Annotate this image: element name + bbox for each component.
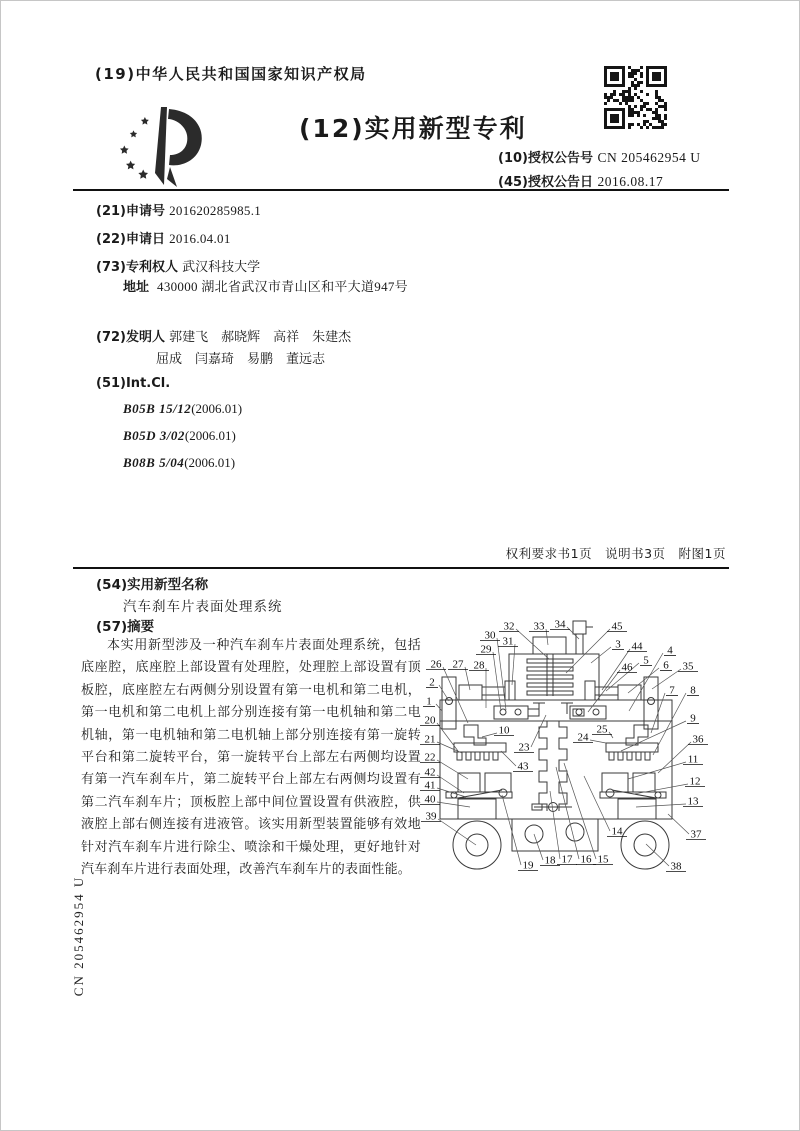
int-cl-version: (2006.01) <box>191 401 243 416</box>
figure-label-46: 46 <box>621 661 633 674</box>
leader-line <box>437 775 464 793</box>
publication-date-label: (45)授权公告日 <box>498 175 593 190</box>
patentee-value: 武汉科技大学 <box>182 260 261 275</box>
figure-label-33: 33 <box>533 620 545 633</box>
figure-callout-labels <box>420 619 708 873</box>
application-number <box>96 200 261 219</box>
figure-label-5: 5 <box>643 654 649 667</box>
figure-label-6: 6 <box>663 659 669 672</box>
figure-label-17: 17 <box>561 853 573 866</box>
side-publication-code: CN 205462954 U <box>71 875 86 997</box>
leader-line <box>628 762 686 779</box>
leader-line <box>636 804 686 807</box>
figure-label-9: 9 <box>690 712 696 725</box>
leader-line <box>609 732 613 738</box>
application-date-value: 2016.04.01 <box>169 231 231 246</box>
sipo-logo <box>109 103 217 191</box>
patentee-address <box>123 276 413 298</box>
invention-title: 汽车刹车片表面处理系统 <box>123 599 283 615</box>
int-cl-version: (2006.01) <box>184 455 236 470</box>
patentee <box>96 256 260 275</box>
figure-label-42: 42 <box>424 766 436 779</box>
figure-label-3: 3 <box>615 638 621 651</box>
figure-label-26: 26 <box>430 658 442 671</box>
inventors <box>96 326 351 345</box>
title-section-label: (54)实用新型名称 <box>96 577 209 593</box>
figure-label-22: 22 <box>424 751 436 764</box>
figure-label-10: 10 <box>498 724 510 737</box>
issuing-office: (19)中华人民共和国国家知识产权局 <box>95 65 367 83</box>
figure-label-36: 36 <box>692 733 704 746</box>
figure-label-45: 45 <box>611 620 623 633</box>
int-cl-version: (2006.01) <box>184 428 236 443</box>
leader-line <box>668 814 689 834</box>
figure-label-40: 40 <box>424 793 436 806</box>
figure-label-27: 27 <box>452 658 464 671</box>
figure-label-4: 4 <box>667 644 673 657</box>
leader-line <box>437 742 462 753</box>
figure-label-11: 11 <box>687 753 699 766</box>
leader-line <box>437 760 468 779</box>
leader-line <box>502 795 521 865</box>
inventors-line2: 屈成 闫嘉琦 易鹏 董远志 <box>156 352 326 367</box>
figure-label-39: 39 <box>425 810 437 823</box>
publication-number <box>498 147 701 166</box>
publication-date <box>498 171 663 190</box>
figure-label-20: 20 <box>424 714 436 727</box>
int-cl-list <box>123 401 242 482</box>
figure-label-14: 14 <box>611 825 623 838</box>
figure-label-19: 19 <box>522 859 534 872</box>
figure-label-35: 35 <box>682 660 694 673</box>
leader-line <box>501 751 516 766</box>
int-cl-code: B05B 15/12 <box>123 401 192 416</box>
figure-label-37: 37 <box>690 828 702 841</box>
figure-label-8: 8 <box>690 684 696 697</box>
application-date <box>96 228 231 247</box>
address-value: 430000 湖北省武汉市青山区和平大道947号 <box>157 279 408 294</box>
abstract-text: 本实用新型涉及一种汽车刹车片表面处理系统，包括底座腔，底座腔上部设置有处理腔，处理腔上部设置有顶板腔，底座腔左右两侧分别设置有第一电机和第二电机，第一电机和第二电机上部分别连接有第一电机轴和第二电机轴，第一电机轴和第二电机轴上部分别连接有第一旋转平台和第二旋转平台，第一旋转平台上部左右两侧均设置有第一汽车刹车片，第二旋转平台上部左右两侧均设置有第二汽车刹车片；顶板腔上部中间位置设置有供液腔，供液腔上部右侧连接有进液管。该实用新型装置能够有效地针对汽车刹车片进行除尘、喷涂和干燥处理，更好地针对汽车刹车片进行表面处理，改善汽车刹车片的表面性能。 <box>81 638 421 878</box>
figure-label-21: 21 <box>424 733 436 746</box>
section-divider <box>73 567 729 569</box>
leader-line <box>436 704 442 711</box>
leader-line <box>482 733 497 737</box>
figure-label-30: 30 <box>484 629 496 642</box>
application-date-label: (22)申请日 <box>96 232 165 247</box>
leader-line <box>584 776 610 831</box>
pages-info: 权利要求书1页 说明书3页 附图1页 <box>505 546 726 561</box>
figure-label-23: 23 <box>518 741 530 754</box>
publication-number-label: (10)授权公告号 <box>498 151 593 166</box>
leader-line <box>512 644 515 685</box>
figure-label-32: 32 <box>503 620 515 633</box>
inventors-line1: 郭建飞 郝晓辉 高祥 朱建杰 <box>169 330 352 345</box>
application-number-label: (21)申请号 <box>96 204 165 219</box>
leader-line <box>591 647 611 663</box>
leader-line <box>652 669 681 689</box>
figure-label-43: 43 <box>517 760 529 773</box>
int-cl-label: (51)Int.Cl. <box>96 376 171 391</box>
leader-line <box>438 819 476 845</box>
figure-label-25: 25 <box>596 723 608 736</box>
leader-line <box>437 802 470 807</box>
address-label: 地址 <box>123 280 150 295</box>
leader-line <box>531 715 546 747</box>
figure-label-41: 41 <box>424 779 436 792</box>
int-cl-entry <box>123 401 242 417</box>
abstract-section-label: (57)摘要 <box>96 619 155 635</box>
leader-line <box>439 685 449 701</box>
figure-label-13: 13 <box>687 795 699 808</box>
int-cl-heading <box>96 376 170 391</box>
application-number-value: 201620285985.1 <box>169 203 262 218</box>
int-cl-code: B05D 3/02 <box>123 428 185 443</box>
figure-label-15: 15 <box>597 853 609 866</box>
header-divider <box>73 189 729 191</box>
figure-label-38: 38 <box>670 860 682 873</box>
leader-line <box>566 629 610 673</box>
logo-stars <box>120 117 149 179</box>
figure-label-18: 18 <box>544 854 556 867</box>
leader-line <box>550 791 560 859</box>
figure-label-44: 44 <box>631 640 643 653</box>
patent-figure <box>406 601 716 891</box>
leader-line <box>658 742 691 773</box>
figure-label-2: 2 <box>429 676 435 689</box>
publication-date-value: 2016.08.17 <box>597 174 664 189</box>
inventors-label: (72)发明人 <box>96 330 165 345</box>
figure-label-7: 7 <box>669 684 675 697</box>
figure-label-29: 29 <box>480 643 492 656</box>
figure-label-24: 24 <box>577 731 589 744</box>
int-cl-entry <box>123 428 242 444</box>
publication-number-value: CN 205462954 U <box>597 150 701 165</box>
figure-label-34: 34 <box>554 618 566 631</box>
leader-line <box>564 763 596 859</box>
figure-label-31: 31 <box>502 635 514 648</box>
patentee-label: (73)专利权人 <box>96 260 178 275</box>
figure-label-1: 1 <box>426 695 432 708</box>
document-type-title: (12)实用新型专利 <box>299 114 527 143</box>
figure-label-28: 28 <box>473 659 485 672</box>
logo-shape <box>120 107 202 187</box>
qr-code <box>604 66 667 129</box>
int-cl-code: B08B 5/04 <box>123 455 185 470</box>
figure-label-12: 12 <box>689 775 701 788</box>
leader-line <box>497 638 506 710</box>
int-cl-entry <box>123 455 242 471</box>
figure-label-16: 16 <box>580 853 592 866</box>
